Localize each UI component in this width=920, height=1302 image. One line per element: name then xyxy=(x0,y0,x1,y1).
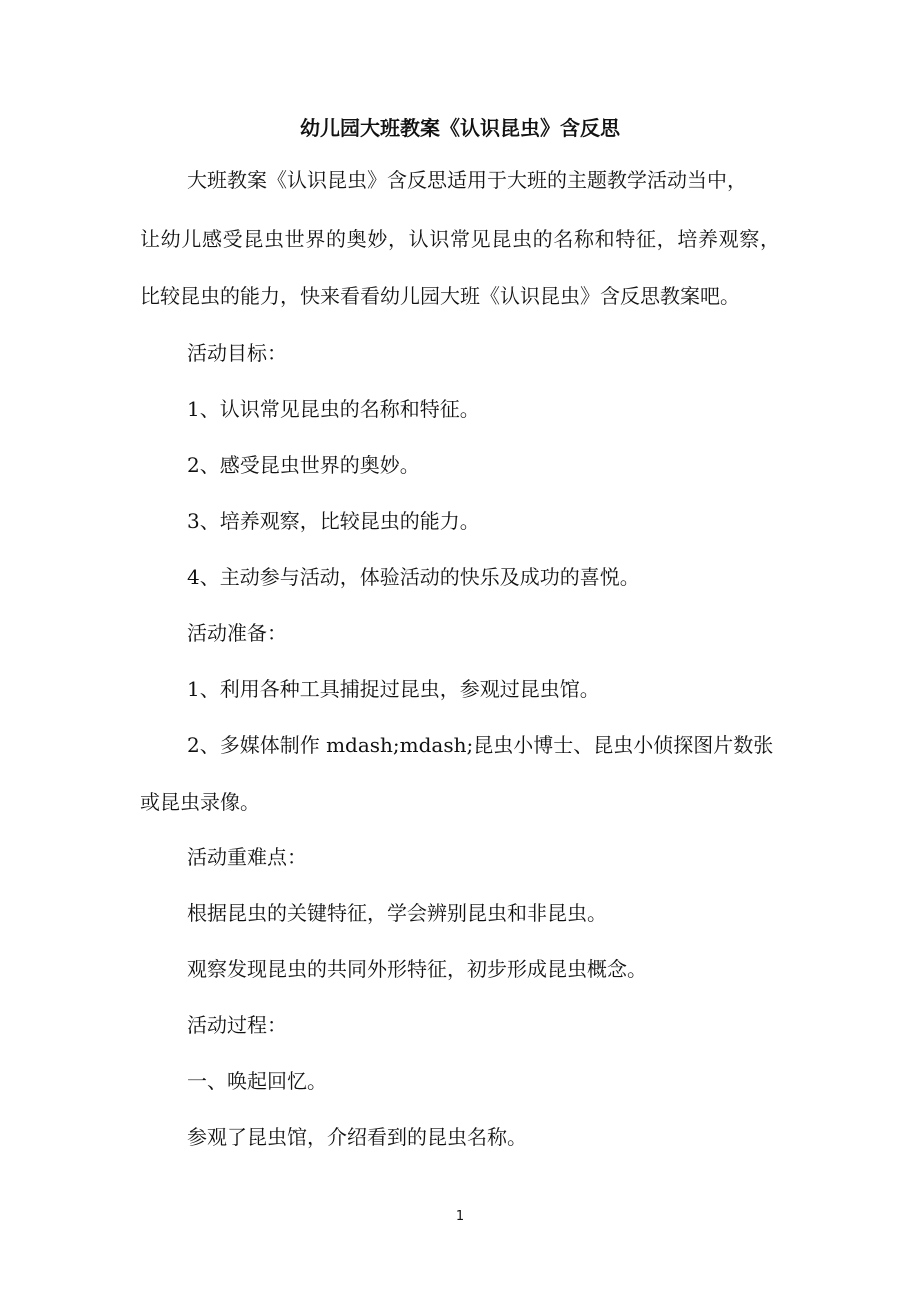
section-heading: 活动目标： xyxy=(187,341,287,365)
paragraph-line: 观察发现昆虫的共同外形特征，初步形成昆虫概念。 xyxy=(187,957,647,981)
page-number: 1 xyxy=(455,1209,465,1224)
paragraph-line: 或昆虫录像。 xyxy=(140,790,260,814)
list-item: 2、感受昆虫世界的奥妙。 xyxy=(187,453,420,477)
list-item: 1、认识常见昆虫的名称和特征。 xyxy=(187,397,480,421)
paragraph-line: 根据昆虫的关键特征，学会辨别昆虫和非昆虫。 xyxy=(187,901,607,925)
list-item: 2、多媒体制作 mdash;mdash;昆虫小博士、昆虫小侦探图片数张 xyxy=(187,733,774,757)
section-heading: 活动重难点： xyxy=(187,845,307,869)
paragraph-line: 让幼儿感受昆虫世界的奥妙，认识常见昆虫的名称和特征，培养观察， xyxy=(140,227,780,251)
paragraph-line: 参观了昆虫馆，介绍看到的昆虫名称。 xyxy=(187,1125,527,1149)
section-heading: 活动准备： xyxy=(187,621,287,645)
section-heading: 活动过程： xyxy=(187,1013,287,1037)
list-item: 1、利用各种工具捕捉过昆虫，参观过昆虫馆。 xyxy=(187,677,600,701)
paragraph-line: 一、唤起回忆。 xyxy=(187,1069,327,1093)
list-item: 3、培养观察，比较昆虫的能力。 xyxy=(187,509,480,533)
paragraph-line: 比较昆虫的能力，快来看看幼儿园大班《认识昆虫》含反思教案吧。 xyxy=(140,284,740,308)
list-item: 4、主动参与活动，体验活动的快乐及成功的喜悦。 xyxy=(187,565,640,589)
paragraph-line: 大班教案《认识昆虫》含反思适用于大班的主题教学活动当中， xyxy=(187,168,747,192)
document-title: 幼儿园大班教案《认识昆虫》含反思 xyxy=(300,116,620,140)
